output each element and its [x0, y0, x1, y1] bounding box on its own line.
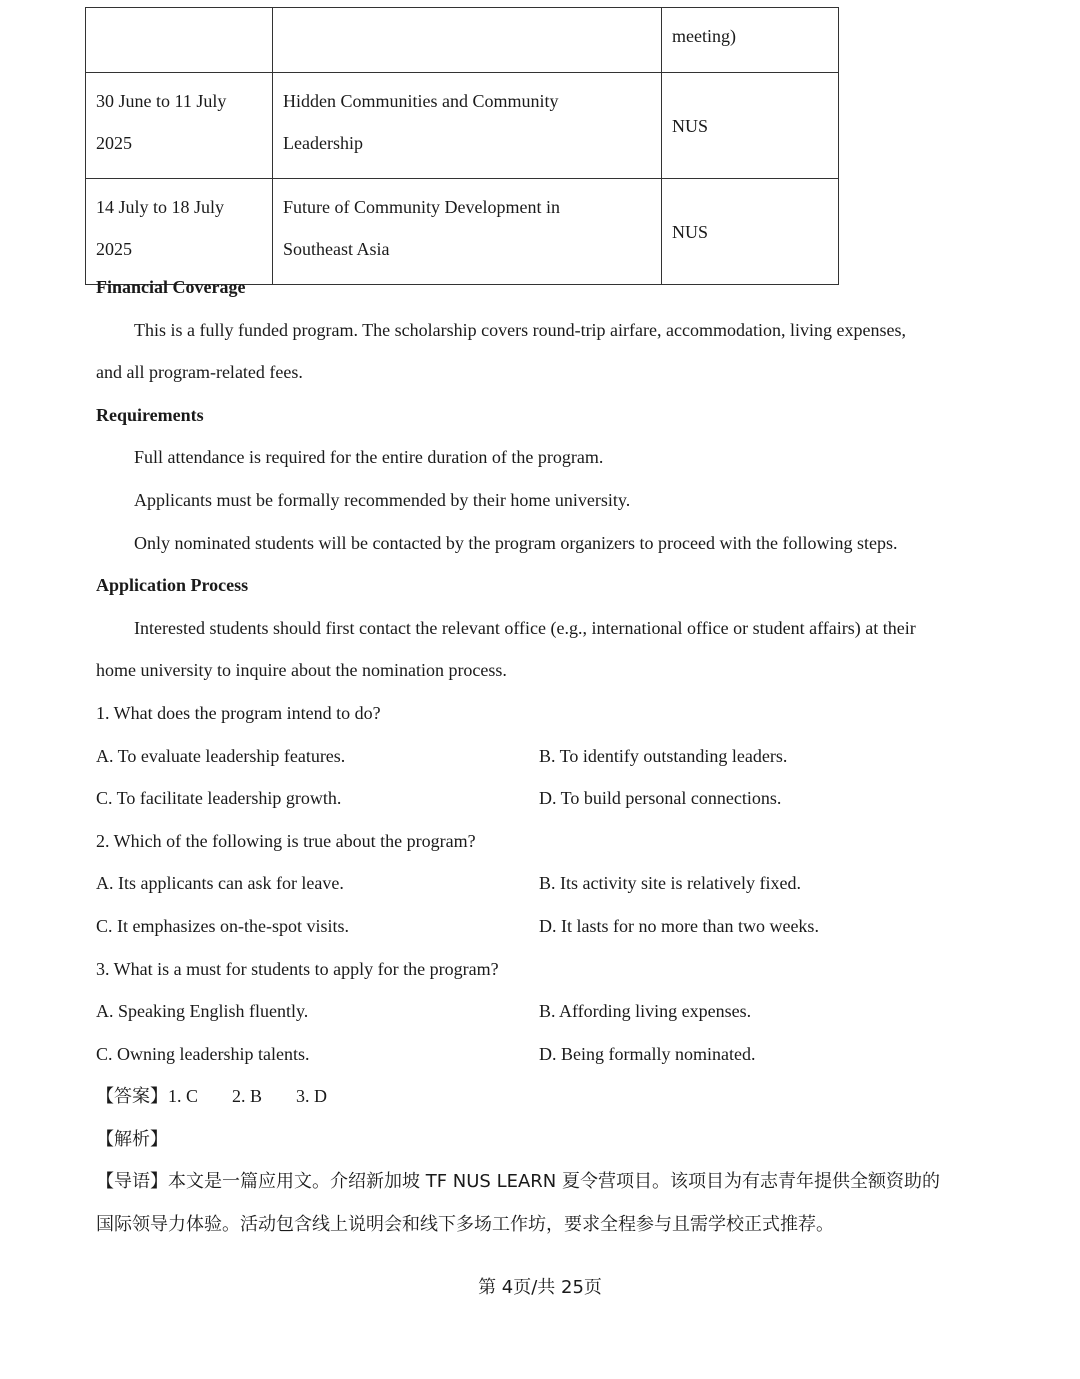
- schedule-table: [85, 7, 839, 285]
- answer-value: 2. B: [232, 1086, 263, 1107]
- option-a: A. To evaluate leadership features.: [96, 745, 346, 766]
- financial-text: This is a fully funded program. The scholarship covers round-trip airfare, accommodation, living expenses,: [134, 319, 906, 340]
- option-row: [96, 777, 986, 820]
- table-cell-venue: NUS: [662, 179, 839, 285]
- date-text: 2025: [96, 133, 132, 153]
- question-stem: 3. What is a must for students to apply for the program?: [96, 958, 499, 979]
- date-text: 30 June to 11 July: [96, 91, 227, 111]
- requirements-heading: Requirements: [96, 404, 204, 425]
- option-b: B. Affording living expenses.: [539, 1001, 752, 1022]
- financial-text: and all program-related fees.: [96, 362, 303, 383]
- title-text: Hidden Communities and Community: [283, 91, 559, 111]
- table-cell-title: [273, 8, 662, 73]
- requirement-item: Applicants must be formally recommended by their home university.: [134, 489, 631, 510]
- table-row: [86, 73, 839, 179]
- question-stem: 2. Which of the following is true about the program?: [96, 830, 476, 851]
- option-d: D. To build personal connections.: [539, 788, 782, 809]
- application-text: home university to inquire about the nomination process.: [96, 660, 507, 681]
- option-row: [96, 1033, 986, 1076]
- option-b: B. To identify outstanding leaders.: [539, 745, 788, 766]
- application-heading: Application Process: [96, 575, 249, 596]
- table-row: [86, 8, 839, 73]
- option-d: D. Being formally nominated.: [539, 1043, 756, 1064]
- table-cell-venue: meeting): [662, 8, 839, 73]
- answer-value: 3. D: [296, 1086, 328, 1107]
- analysis-text: 【导语】本文是一篇应用文。介绍新加坡 TF NUS LEARN 夏令营项目。该项目为有志青年提供全额资助的: [96, 1171, 940, 1193]
- requirement-item: Full attendance is required for the entire duration of the program.: [134, 447, 604, 468]
- analysis-text: 国际领导力体验。活动包含线上说明会和线下多场工作坊，要求全程参与且需学校正式推荐。: [96, 1214, 834, 1236]
- option-c: C. To facilitate leadership growth.: [96, 788, 342, 809]
- option-a: A. Its applicants can ask for leave.: [96, 873, 344, 894]
- analysis-label: 【解析】: [96, 1128, 168, 1150]
- requirement-item: Only nominated students will be contacted by the program organizers to proceed with the following steps.: [134, 532, 898, 553]
- title-text: Future of Community Development in: [283, 197, 560, 217]
- date-text: 14 July to 18 July: [96, 197, 225, 217]
- option-b: B. Its activity site is relatively fixed.: [539, 873, 801, 894]
- table-cell-date: [86, 8, 273, 73]
- answer-value: 1. C: [168, 1086, 199, 1107]
- title-text: Southeast Asia: [283, 239, 390, 259]
- option-c: C. It emphasizes on-the-spot visits.: [96, 915, 349, 936]
- question-stem: 1. What does the program intend to do?: [96, 702, 381, 723]
- answer-label: 【答案】: [96, 1086, 168, 1108]
- page-footer: 第 4页/共 25页: [478, 1277, 602, 1298]
- option-row: [96, 990, 986, 1033]
- document-body: [96, 266, 986, 1247]
- option-row: [96, 862, 986, 905]
- financial-heading: Financial Coverage: [96, 277, 246, 297]
- option-row: [96, 735, 986, 778]
- table-cell-title: [273, 73, 662, 179]
- option-a: A. Speaking English fluently.: [96, 1001, 309, 1022]
- option-d: D. It lasts for no more than two weeks.: [539, 915, 819, 936]
- answer-line: [96, 1075, 986, 1119]
- application-text: Interested students should first contact the relevant office (e.g., international office or student affairs) at their: [134, 617, 916, 638]
- table-cell-date: [86, 73, 273, 179]
- option-row: [96, 905, 986, 948]
- date-text: 2025: [96, 239, 132, 259]
- table-cell-venue: NUS: [662, 73, 839, 179]
- option-c: C. Owning leadership talents.: [96, 1043, 310, 1064]
- title-text: Leadership: [283, 133, 363, 153]
